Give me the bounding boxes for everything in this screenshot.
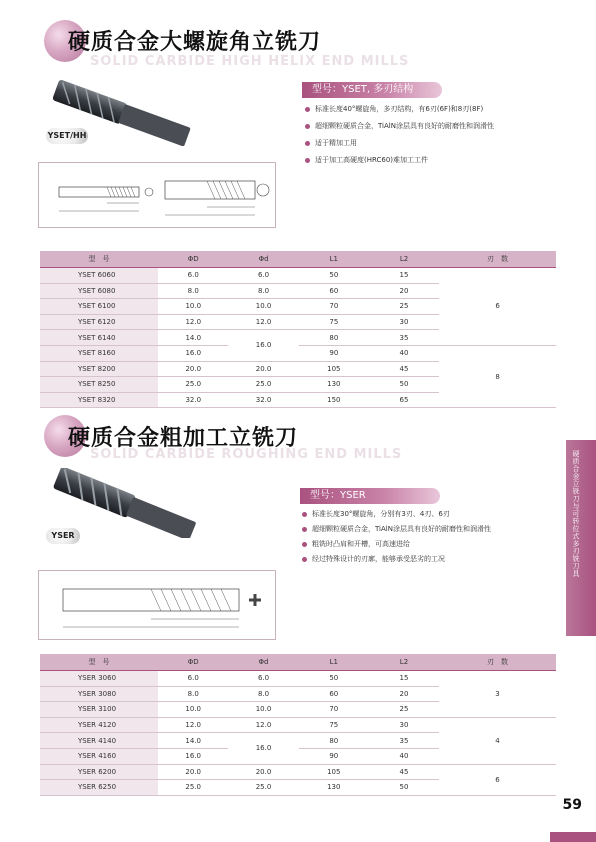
table-row: YSER 6200 20.0 20.0 105 45 6 [40, 764, 556, 780]
table-row: YSET 8320 32.0 32.0 150 65 [40, 392, 556, 408]
table-row: YSET 8200 20.0 20.0 105 45 [40, 361, 556, 377]
table-row: YSET 6100 10.0 10.0 70 25 [40, 299, 556, 315]
table-row: YSET 6120 12.0 12.0 75 30 [40, 314, 556, 330]
bullet-icon [305, 158, 310, 163]
section2-feature-list [302, 509, 562, 579]
section1-feature-list [305, 104, 565, 174]
bullet-icon [302, 527, 307, 532]
page-corner-decoration [550, 832, 596, 842]
bullet-icon [302, 512, 307, 517]
table-row: YSET 8250 25.0 25.0 130 50 [40, 377, 556, 393]
feature-item: 超细颗粒硬质合金，TiAlN涂层具有良好的耐磨性和润滑性 [302, 524, 491, 534]
header-shank-diameter: Φd [228, 654, 298, 671]
table-row: YSER 3060 6.0 6.0 50 15 3 [40, 671, 556, 687]
header-outer-diameter: ΦD [158, 654, 228, 671]
flutes-cell: 4 [439, 717, 556, 764]
section1-shadow-title: SOLID CARBIDE HIGH HELIX END MILLS [90, 54, 410, 69]
table-row: YSER 4140 14.0 16.0 80 35 [40, 733, 556, 749]
header-outer-diameter: ΦD [158, 251, 228, 268]
flutes-cell: 8 [439, 345, 556, 407]
bullet-icon [305, 141, 310, 146]
table-row: YSET 6140 14.0 16.0 80 35 [40, 330, 556, 346]
section2-technical-drawing [38, 570, 276, 640]
table-row: YSER 3100 10.0 10.0 70 25 [40, 702, 556, 718]
table-row: YSER 3080 8.0 8.0 60 20 [40, 686, 556, 702]
bullet-icon [305, 124, 310, 129]
section1-spec-table [40, 251, 556, 408]
table-row: YSET 6080 8.0 8.0 60 20 [40, 283, 556, 299]
feature-item: 经过特殊设计的刃廓，能够承受恶劣的工况 [302, 554, 445, 564]
merged-shank-cell: 16.0 [228, 330, 298, 361]
feature-item: 超细颗粒硬质合金，TiAlN涂层具有良好的耐磨性和润滑性 [305, 121, 494, 131]
table-row: YSER 4120 12.0 12.0 75 30 4 [40, 717, 556, 733]
table-row: YSER 4160 16.0 90 40 [40, 748, 556, 764]
section2-tag: YSER [46, 528, 80, 544]
drawing-svg [39, 163, 275, 227]
feature-item: 标准长度40°螺旋角，多刃结构，有6刃(6F)和8刃(8F) [305, 104, 483, 114]
header-model: 型 号 [40, 251, 158, 268]
side-category-tab[interactable] [566, 440, 596, 636]
section2-shadow-title: SOLID CARBIDE ROUGHING END MILLS [90, 447, 403, 462]
bullet-icon [302, 557, 307, 562]
section2-model-label: 型号：YSER [300, 488, 440, 504]
bullet-icon [302, 542, 307, 547]
page-number: 59 [562, 797, 582, 813]
flutes-cell: 6 [439, 764, 556, 795]
merged-shank-cell: 16.0 [228, 733, 298, 764]
header-l2: L2 [369, 654, 439, 671]
section1-tag: YSET/HH [46, 128, 88, 144]
section1-title: 硬质合金大螺旋角立铣刀 [68, 30, 322, 55]
header-l1: L1 [299, 251, 369, 268]
header-flutes: 刃 数 [439, 654, 556, 671]
section1-technical-drawing [38, 162, 276, 228]
table-header-row [40, 251, 556, 268]
header-l1: L1 [299, 654, 369, 671]
section2-title: 硬质合金粗加工立铣刀 [68, 426, 299, 451]
section2-spec-table [40, 654, 556, 796]
table-row: YSET 6060 6.0 6.0 50 15 6 [40, 268, 556, 284]
section1-model-label: 型号：YSET, 多刃结构 [302, 82, 442, 98]
feature-item: 适于加工高硬度(HRC60)难加工工件 [305, 155, 428, 165]
table-header-row [40, 654, 556, 671]
flutes-cell: 3 [439, 671, 556, 718]
drawing-svg [39, 571, 275, 639]
feature-item: 标准长度30°螺旋角，分别有3刃、4刃、6刃 [302, 509, 450, 519]
side-tab-label: 硬质合金立铣刀与可转位式多刃铣刀具 [572, 450, 580, 578]
header-model: 型 号 [40, 654, 158, 671]
feature-item: 粗铣时凸肩和开槽，可高速进给 [302, 539, 410, 549]
feature-item: 适于精加工用 [305, 138, 357, 148]
flutes-cell: 6 [439, 268, 556, 346]
header-shank-diameter: Φd [228, 251, 298, 268]
table-row: YSER 6250 25.0 25.0 130 50 [40, 780, 556, 796]
header-l2: L2 [369, 251, 439, 268]
header-flutes: 刃 数 [439, 251, 556, 268]
table-row: YSET 8160 16.0 90 40 8 [40, 345, 556, 361]
bullet-icon [305, 107, 310, 112]
